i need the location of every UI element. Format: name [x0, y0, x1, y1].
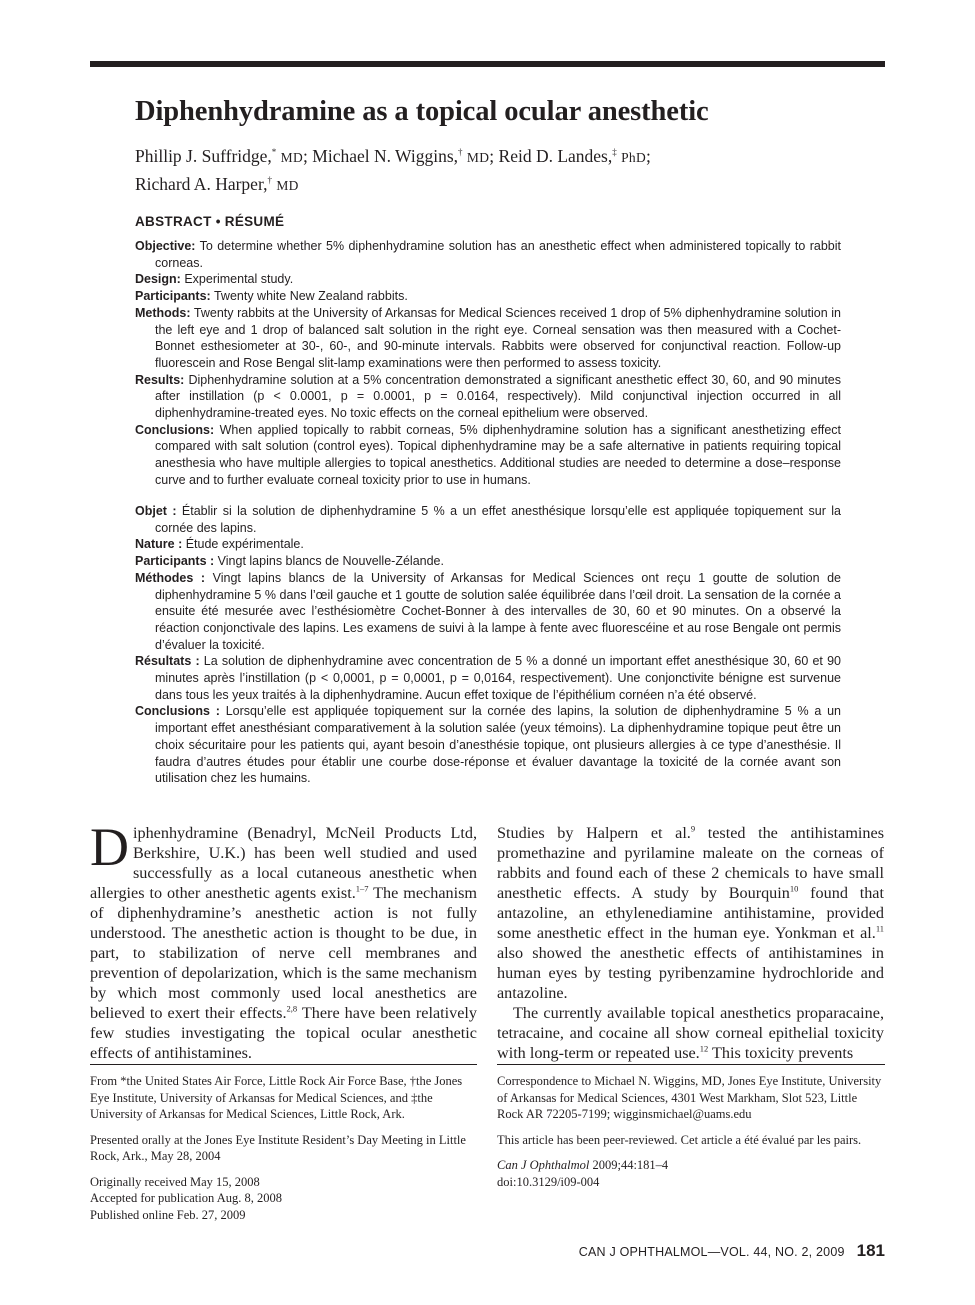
page-number: 181 — [856, 1241, 885, 1260]
footnote-rule-right — [497, 1064, 885, 1065]
footnote-rule-left — [90, 1064, 477, 1065]
top-rule — [90, 61, 885, 67]
page-footer — [579, 1241, 885, 1261]
citation-ref: 12 — [699, 1043, 709, 1054]
citation-ref: 2,8 — [286, 1003, 298, 1014]
body-paragraph: Diphenhydramine (Benadryl, McNeil Products Ltd, Berkshire, U.K.) has been well studied and used successfully as a local cutaneous anesthetic when allergies to other anesthetic agents exist.$^{1-7}$ The mechanism of diphenhydramine’s anesthetic action is not fully understood. The anesthetic action is thought to be due, in part, to stabilization of nerve cell membranes and prevention of depolarization, which is the same mechanism by which most commonly used local anesthetics are believed to exert their effects.$^{2,8}$ There have been relatively few studies investigating the topical ocular anesthetic effects of antihistamines. — [90, 817, 478, 1062]
abstract-item: Participants : Vingt lapins blancs de Nouvelle-Zélande. — [135, 554, 444, 569]
author: Phillip J. Suffridge,* MD; — [135, 146, 308, 166]
footnotes-right — [497, 1073, 885, 1199]
abstract-item: Participants: Twenty white New Zealand rabbits. — [135, 289, 408, 304]
peer-review-note: This article has been peer-reviewed. Cet article a été évalué par les pairs. — [497, 1132, 862, 1147]
author: Michael N. Wiggins,† MD; — [312, 146, 495, 166]
citation-ref: 9 — [690, 823, 696, 834]
abstract-item: Design: Experimental study. — [135, 272, 294, 287]
abstract-english — [135, 238, 841, 489]
author-list — [135, 143, 855, 199]
running-footer: CAN J OPHTHALMOL—VOL. 44, NO. 2, 2009 — [578, 1245, 845, 1259]
doi-link[interactable]: doi:10.3129/i09-004 — [497, 1174, 600, 1189]
abstract-item: Objective: To determine whether 5% diphenhydramine solution has an anesthetic effect when administered topically to rabbit corneas. — [135, 239, 841, 270]
citation-ref: 10 — [789, 883, 799, 894]
dates-note: Originally received May 15, 2008 Accepted for publication Aug. 8, 2008 Published online Feb. 27, 2009 — [90, 1174, 282, 1222]
abstract-item: Résultats : La solution de diphenhydramine avec concentration de 5 % a donné un important effet anesthésique 30, 60 et 90 minutes après l’instillation (p < 0,0001, p = 0,0001, p = 0,0164, respectivement). Une conjonctivite bénigne est survenue dans tous les yeux traités à la diphenhydramine. Aucun effet toxique de l’épithélium cornéen n’a été observé. — [135, 654, 841, 702]
abstract-item: Conclusions : Lorsqu’elle est appliquée topiquement sur la cornée des lapins, la solution de diphenhydramine 5 % a un important effet anesthésiant comparativement à la solution salée (yeux témoins). La diphenhydramine topique peut être un choix sécuritaire pour les patients qui, ayant besoin d’anesthésie topique, ont plusieurs allergies à ce type d’anesthésie. Il faudra d’autres études pour établir une courbe dose-réponse et évaluer davantage la toxicité de la cornée avant son utilisation chez les humains. — [135, 704, 841, 786]
abstract-french — [135, 503, 841, 787]
article-title: Diphenhydramine as a topical ocular anesthetic — [135, 96, 709, 127]
citation-ref: 11 — [875, 923, 884, 934]
abstract-item: Conclusions: When applied topically to rabbit corneas, 5% diphenhydramine solution has a significant anesthetizing effect compared with salt solution (control eyes). Topical diphenhydramine may be a safe alternative in patients requiring topical anesthesia who have multiple allergies to topical anesthetics. Additional studies are needed to determine a dose–response curve and to further evaluate corneal toxicity prior to use in humans. — [135, 422, 841, 487]
author: Reid D. Landes,‡ PhD; — [498, 146, 651, 166]
correspondence-note: Correspondence to Michael N. Wiggins, MD, Jones Eye Institute, University of Arkansas for Medical Sciences, 4301 West Markham, Slot 523, Little Rock AR 72205-7199; wigginsmichael@uams.edu — [497, 1074, 882, 1121]
abstract-item: Méthodes : Vingt lapins blancs de la University of Arkansas for Medical Sciences ont reçu 1 goutte de solution de diphenhydramine 5 % dans l’œil gauche et 1 goutte de solution salée équilibrée dans l’œil droit. La sensation de la cornée a ensuite été mesurée avec l’esthésiomètre Cochet-Bonner à des intervalles de 30, 60 et 90 minutes. On a observé la réaction conjonctivale des lapins. Les examens de suivi à la lampe à fente avec fluorescéine et au rose Bengale ont permis d’évaluer la toxicité. — [135, 570, 841, 652]
body-column-left — [90, 817, 478, 1063]
abstract-item: Objet : Établir si la solution de diphenhydramine 5 % a un effet anesthésique lorsqu’elle est appliquée topiquement sur la cornée des lapins. — [135, 504, 841, 535]
body-paragraph: The currently available topical anesthetics proparacaine, tetracaine, and cocaine all show corneal epithelial toxicity with long-term or repeated use.$^{12}$ This toxicity prevents — [497, 1004, 884, 1062]
abstract-item: Nature : Étude expérimentale. — [135, 537, 304, 552]
body-paragraph: Studies by Halpern et al.$^9$ tested the antihistamines promethazine and pyrilamine maleate on the corneas of rabbits and found each of these 2 chemicals to have small anesthetic effects. A study by Bourquin$^{10}$ found that antazoline, an ethylenediamine antihistamine, provided some anesthetic effect in the human eye. Yonkman et al.$^{11}$ also showed the anesthetic effects of antihistamines in human eyes by testing pyribenzamine hydrochloride and antazoline. — [497, 823, 884, 1002]
drop-cap: D — [90, 817, 129, 877]
citation-note: Can J Ophthalmol 2009;44:181–4 doi:10.3129/i09-004 — [497, 1158, 669, 1189]
presentation-note: Presented orally at the Jones Eye Institute Resident’s Day Meeting in Little Rock, Ark., May 28, 2004 — [90, 1132, 466, 1163]
author: Richard A. Harper,† MD — [135, 174, 299, 194]
abstract-heading: ABSTRACT • RÉSUMÉ — [135, 214, 285, 229]
abstract-item: Methods: Twenty rabbits at the University of Arkansas for Medical Sciences received 1 drop of 5% diphenhydramine solution in the left eye and 1 drop of balanced salt solution in the right eye. Corneal sensation was then measured with a Cochet-Bonnet esthesiometer at 30-, 60-, and 90-minute intervals. Rabbits were observed for conjunctival reaction. Follow-up fluorescein and Rose Bengal slit-lamp examinations were then performed to assess toxicity. — [135, 305, 841, 370]
body-column-right — [497, 823, 884, 1063]
affiliations-note: From *the United States Air Force, Little Rock Air Force Base, †the Jones Eye Institute, University of Arkansas for Medical Sciences, and ‡the University of Arkansas for Medical Sciences, Little Rock, Ark. — [90, 1074, 463, 1121]
footnotes-left — [90, 1073, 477, 1232]
citation-ref: 1–7 — [355, 883, 369, 894]
abstract-item: Results: Diphenhydramine solution at a 5% concentration demonstrated a significant anesthetic effect 30, 60, and 90 minutes after instillation (p < 0.0001, p = 0.0001, p = 0.0164, respectively). Mild conjunctival injection occurred in all diphenhydramine-treated eyes. No toxic effects on the corneal epithelium were observed. — [135, 372, 841, 421]
